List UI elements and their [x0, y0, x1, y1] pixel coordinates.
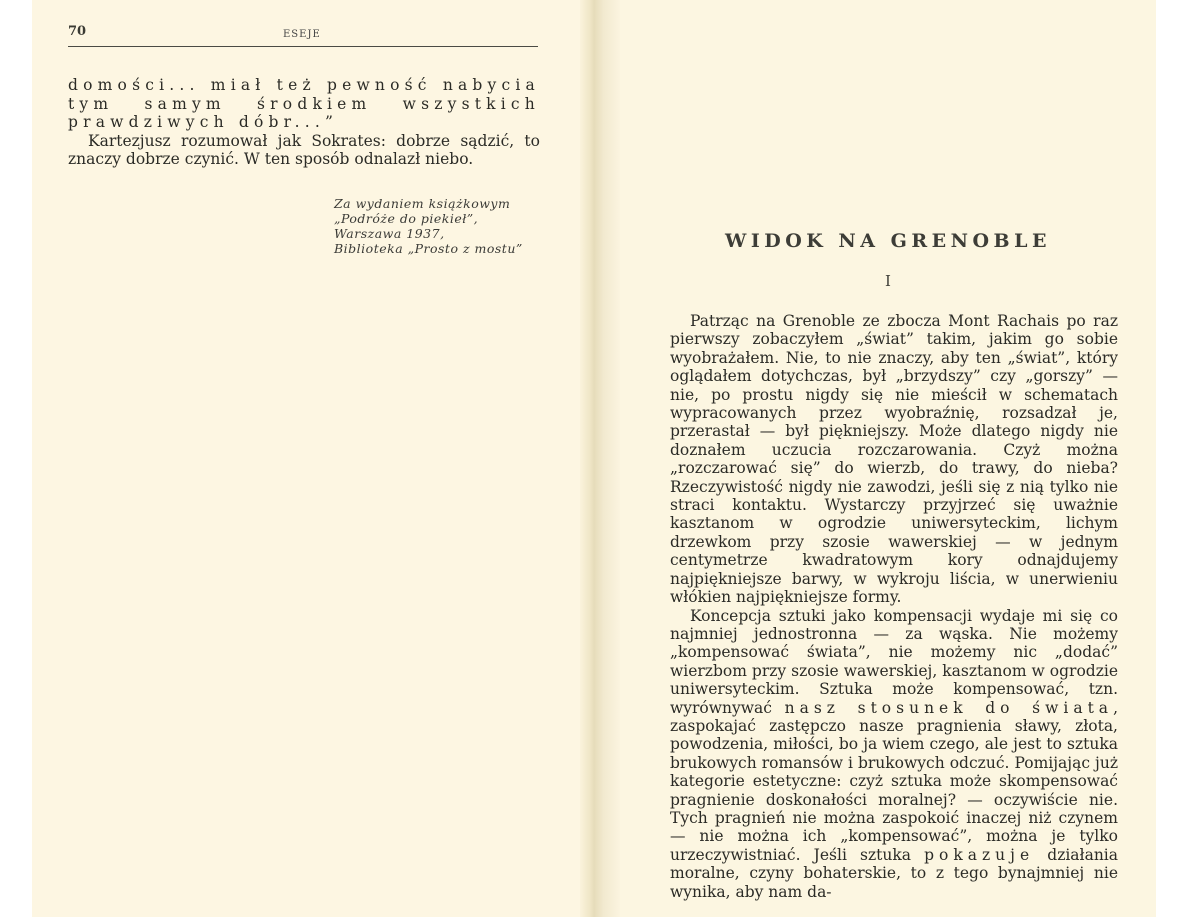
- chapter-title: WIDOK NA GRENOBLE: [725, 230, 1051, 252]
- source-note-line: Za wydaniem książkowym: [334, 196, 511, 211]
- body-paragraph: Patrząc na Grenoble ze zbocza Mont Rachais po raz pierwszy zobaczyłem „świat” takim, jakim go sobie wyobrażałem. Nie, to nie znaczy, aby ten „świat”, który oglądałem dotychczas, był „brzydszy” czy „gorszy” — nie, po prostu nigdy się nie mieścił w schematach wypracowanych przez wyobraźnię, rozsadzał je, przerastał — był piękniejszy. Może dlatego nigdy nie doznałem uczucia rozczarowania. Czyż można „rozczarować się” do wierzb, do trawy, do nieba? Rzeczywistość nigdy nie zawodzi, jeśli się z nią tylko nie straci kontaktu. Wystarczy przyjrzeć się uważnie kasztanom w ogrodzie uniwersyteckim, lichym drzewkom przy szosie wawerskiej — w jednym centymetrze kwadratowym kory odnajdujemy najpiękniejsze barwy, w wykroju liścia, w unerwieniu włókien najpiękniejsze formy.: [670, 312, 1118, 607]
- spaced-emphasis: pokazuje: [924, 845, 1035, 864]
- body-paragraph: [670, 607, 1118, 902]
- source-note-line: „Podróże do piekieł”,: [334, 211, 479, 226]
- text-run: działania moralne, czyny bohaterskie, to z tego bynajmniej nie wynika, aby nam da-: [670, 845, 1118, 901]
- page-number: 70: [68, 24, 87, 39]
- text-run: Koncepcja sztuki jako kompensacji wydaje mi się co najmniej jednostronna — za wąska. Nie możemy „kompensować świata”, nie możemy nic „dodać” wierzbom przy szosie wawerskiej, kasztanom w ogrodzie uniwersyteckim. Sztuka może kompensować, tzn. wyrównywać: [670, 606, 1118, 717]
- source-note: [334, 196, 564, 256]
- source-note-line: Biblioteka „Prosto z mostu”: [334, 241, 523, 256]
- spaced-quote-paragraph: domości... miał też pewność nabycia tym samym środkiem wszystkich prawdziwych dóbr...”: [68, 76, 540, 131]
- right-body-text: [670, 312, 1118, 901]
- book-spine: [580, 0, 620, 917]
- section-number: I: [885, 272, 891, 290]
- running-head: [68, 24, 538, 54]
- right-page: [620, 0, 1156, 917]
- running-title: ESEJE: [283, 29, 321, 40]
- book-spread: [32, 0, 1156, 917]
- left-page: [32, 0, 580, 917]
- left-body-text: [68, 76, 540, 169]
- spaced-emphasis: nasz stosunek do świata: [784, 698, 1114, 717]
- body-paragraph: Kartezjusz rozumował jak Sokrates: dobrze sądzić, to znaczy dobrze czynić. W ten sposób odnalazł niebo.: [68, 131, 540, 168]
- source-note-line: Warszawa 1937,: [334, 226, 445, 241]
- header-rule: [68, 46, 538, 47]
- text-run: , zaspokajać zastępczo nasze pragnienia sławy, złota, powodzenia, miłości, bo ja wiem czego, ale jest to sztuka brukowych romansów i brukowych odczuć. Pomijając już kategorie estetyczne: czyż sztuka może skompensować pragnienie doskonałości moralnej? — oczywiście nie. Tych pragnień nie można zaspokoić inaczej niż czynem — nie można ich „kompensować”, można je tylko urzeczywistniać. Jeśli sztuka: [670, 698, 1118, 864]
